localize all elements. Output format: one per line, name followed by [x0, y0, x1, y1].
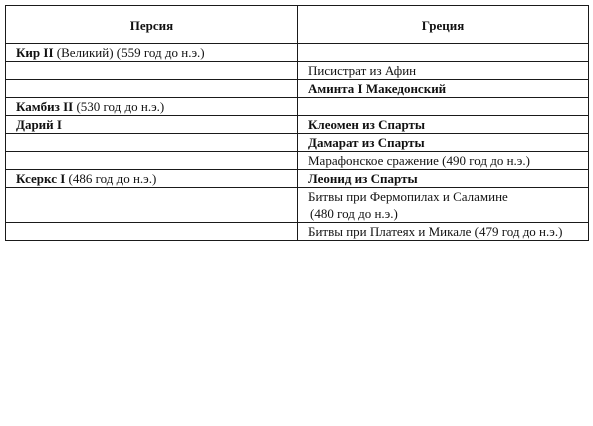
persia-detail: (530 год до н.э.) — [73, 99, 165, 114]
greece-cell — [298, 223, 589, 241]
history-table — [5, 5, 589, 241]
persia-detail: (486 год до н.э.) — [65, 171, 157, 186]
table-row — [6, 188, 589, 223]
greece-figure: Дамарат из Спарты — [308, 135, 425, 150]
greece-cell — [298, 80, 589, 98]
persia-detail: (Великий) (559 год до н.э.) — [53, 45, 205, 60]
table-row — [6, 152, 589, 170]
greece-detail-date: (480 год до н.э.) — [310, 206, 398, 221]
persia-cell — [6, 188, 298, 223]
persia-cell — [6, 134, 298, 152]
table-row — [6, 44, 589, 62]
persia-cell — [6, 152, 298, 170]
persia-ruler: Кир II — [16, 45, 54, 60]
table-row — [6, 98, 589, 116]
persia-cell — [6, 80, 298, 98]
greece-cell — [298, 134, 589, 152]
header-greece: Греция — [298, 6, 589, 44]
header-persia: Персия — [6, 6, 298, 44]
persia-cell — [6, 44, 298, 62]
table-row — [6, 223, 589, 241]
table-row — [6, 62, 589, 80]
greece-detail: Битвы при Платеях и Микале (479 год до н.э.) — [308, 224, 563, 239]
table-row — [6, 170, 589, 188]
greece-detail: Писистрат из Афин — [308, 63, 417, 78]
table-header-row — [6, 6, 589, 44]
greece-figure: Леонид из Спарты — [308, 171, 418, 186]
persia-cell — [6, 116, 298, 134]
table-row — [6, 80, 589, 98]
persia-cell — [6, 98, 298, 116]
greece-figure: Аминта I Македонский — [308, 81, 447, 96]
persia-cell — [6, 223, 298, 241]
greece-cell — [298, 152, 589, 170]
greece-detail: Битвы при Фермопилах и Саламине — [308, 189, 508, 204]
greece-cell — [298, 44, 589, 62]
persia-ruler: Камбиз II — [16, 99, 74, 114]
table-row — [6, 116, 589, 134]
greece-cell — [298, 62, 589, 80]
greece-cell — [298, 98, 589, 116]
persia-cell — [6, 62, 298, 80]
greece-detail: Марафонское сражение (490 год до н.э.) — [308, 153, 530, 168]
greece-cell — [298, 116, 589, 134]
table-row — [6, 134, 589, 152]
persia-ruler: Ксеркс I — [16, 171, 66, 186]
persia-cell — [6, 170, 298, 188]
greece-cell — [298, 188, 589, 223]
greece-figure: Клеомен из Спарты — [308, 117, 426, 132]
greece-cell — [298, 170, 589, 188]
persia-ruler: Дарий I — [16, 117, 62, 132]
